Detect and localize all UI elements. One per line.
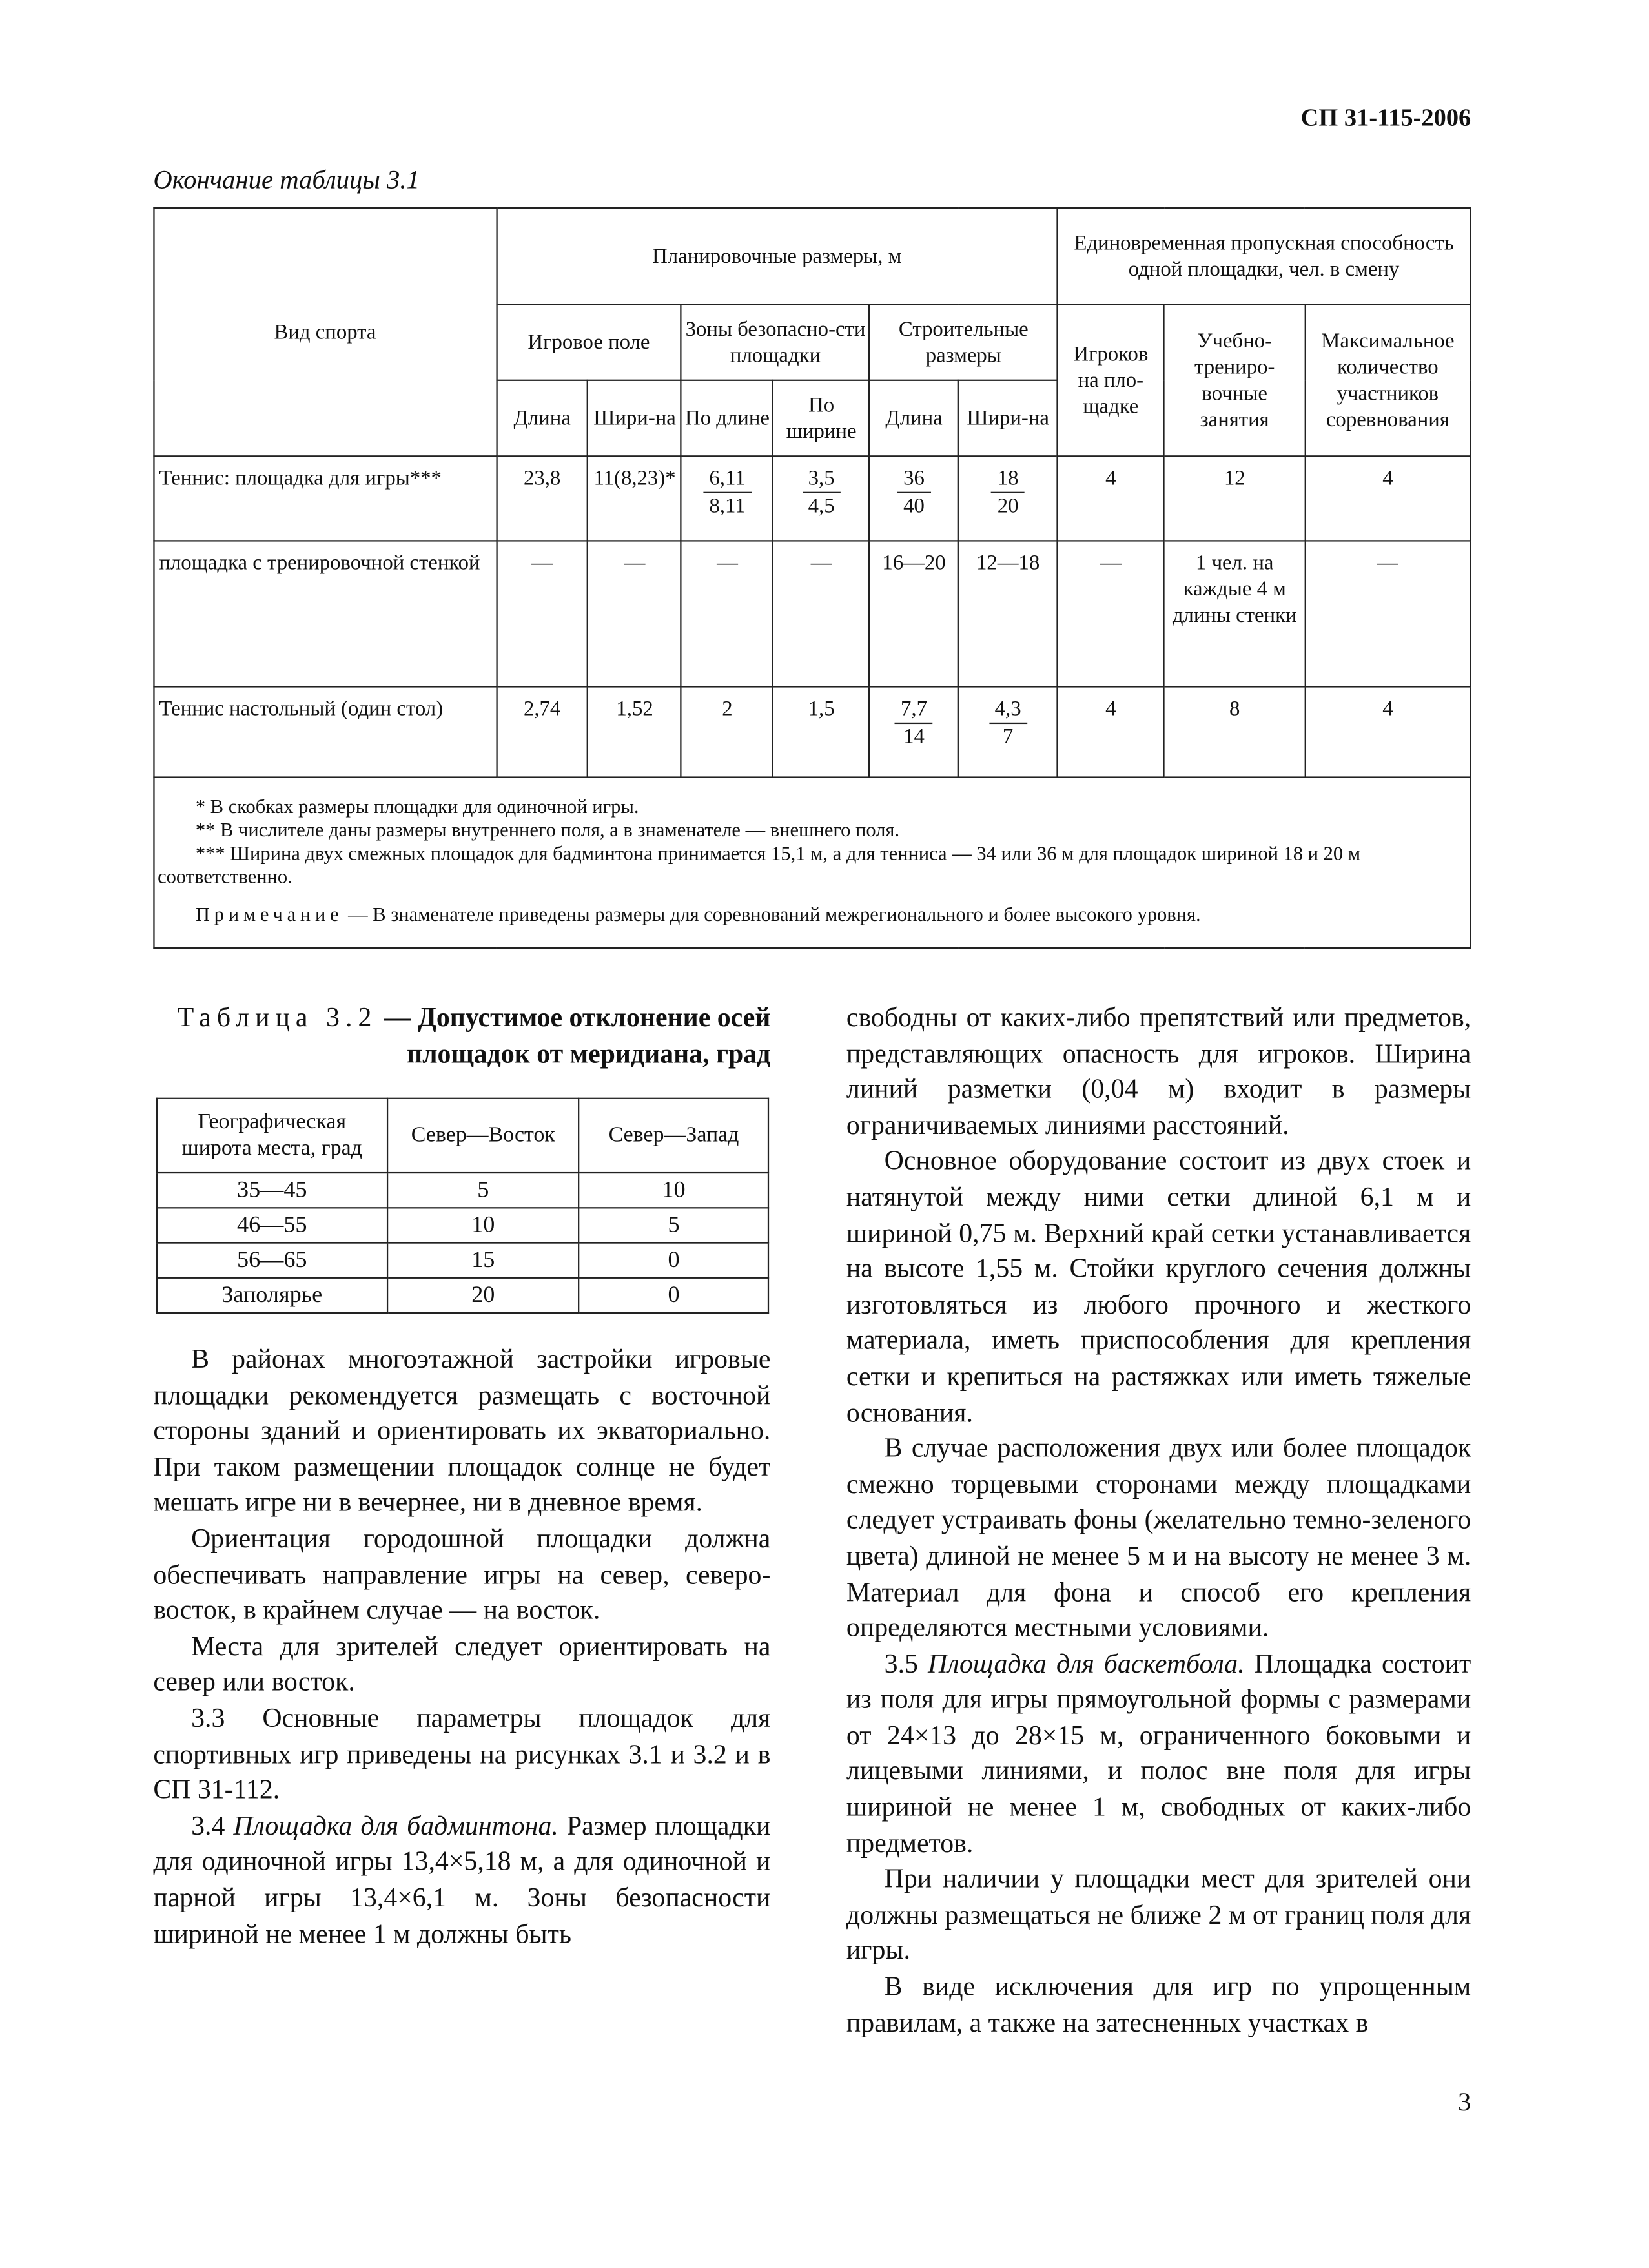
- fraction: $\frac{4,3}{7}$: [989, 696, 1027, 750]
- right-column-text: [846, 1001, 1471, 2042]
- fraction: $\frac{18}{20}$: [992, 466, 1025, 520]
- table-3-2: [156, 1098, 769, 1314]
- paragraph-3-4: 3.4 Площадка для бадминтона. Размер площадки для одиночной игры 13,4×5,18 м, а для одиночной и парной игры 13,4×6,1 м. Зоны безопасности шириной не менее 1 м должны быть: [153, 1812, 771, 1950]
- paragraph: свободны от каких-либо препятствий или предметов, представляющих опасность для игроков. Ширина линий разметки (0,04 м) входит в размеры ограничиваемых линиями расстояний.: [846, 1004, 1471, 1141]
- paragraph: Ориентация городошной площадки должна обеспечивать направление игры на север, северо-восток, в крайнем случае — на восток.: [153, 1525, 771, 1627]
- header-safety: Зоны безопасно-сти площадки: [681, 304, 869, 380]
- header-north-east: Север—Восток: [387, 1098, 579, 1173]
- header-latitude: Географическая широта места, град: [157, 1098, 387, 1173]
- footnote: ** В числителе даны размеры внутреннего поля, а в знаменателе — внешнего поля.: [195, 818, 900, 841]
- right-column: [846, 1001, 1471, 2042]
- header-training: Учебно-трениро-вочные занятия: [1164, 304, 1306, 456]
- footnote: *** Ширина двух смежных площадок для бадминтона принимается 15,1 м, а для тенниса — 34 или 36 м для площадок шириной 18 и 20 м соответственно.: [158, 842, 1361, 888]
- paragraph: В виде исключения для игр по упрощенным правилам, а также на затесненных участках в: [846, 1973, 1471, 2039]
- table-row: 56—65 15 0: [157, 1243, 768, 1278]
- left-column-text: [153, 1343, 770, 1953]
- header-north-west: Север—Запад: [579, 1098, 768, 1173]
- document-code: СП 31-115-2006: [1300, 103, 1471, 132]
- left-column: [153, 1001, 770, 2042]
- table-3-1: [153, 207, 1471, 949]
- table-3-2-caption: Таблица 3.2 — Допустимое отклонение осей площадок от меридиана, град: [177, 1004, 771, 1070]
- table-row: Теннис: площадка для игры*** 23,8 11(8,23)* $\frac{6,11}{8,11}$ $\frac{3,5}{4,5}$ $\frac{36}{40}$ $\frac{18}{20}$ 4 12 4: [154, 456, 1470, 541]
- table-row: Теннис настольный (один стол) 2,74 1,52 2 1,5 $\frac{7,7}{14}$ $\frac{4,3}{7}$ 4 8 4: [154, 686, 1470, 777]
- header-width: Шири-на: [588, 380, 682, 457]
- table-row: площадка с тренировочной стенкой — — — — 16—20 12—18 — 1 чел. на каждые 4 м длины стенки —: [154, 541, 1470, 686]
- table-footnotes: [154, 778, 1470, 948]
- paragraph-3-5: 3.5 Площадка для баскетбола. Площадка состоит из поля для игры прямоугольной формы с размерами от 24×13 до 28×15 м, ограниченного боковыми и лицевыми линиями, и полос вне поля для игры шириной не менее 1 м, свободных от каких-либо предметов.: [846, 1650, 1471, 1859]
- two-column-body: [153, 1001, 1471, 2042]
- table-continuation-label: Окончание таблицы 3.1: [153, 165, 420, 194]
- paragraph: В районах многоэтажной застройки игровые площадки рекомендуется размещать с восточной стороны зданий и ориентировать их экваториально. При таком размещении площадок солнце не будет мешать игре ни в вечернее, ни в дневное время.: [153, 1345, 771, 1519]
- paragraph: При наличии у площадки мест для зрителей они должны размещаться не ближе 2 м от границ поля для игры.: [846, 1866, 1471, 1967]
- fraction: $\frac{36}{40}$: [897, 466, 930, 520]
- header-max: Максимальное количество участников соревнования: [1306, 304, 1470, 456]
- table-remark: Примечание — В знаменателе приведены размеры для соревнований межрегионального и более высокого уровня.: [195, 903, 1201, 925]
- paragraph: В случае расположения двух или более площадок смежно торцевыми сторонами между площадками следует устраивать фоны (желательно темно-зеленого цвета) длиной не менее 5 м и на высоту не менее 3 м. Материал для фона и способ его крепления определяются местными условиями.: [846, 1435, 1471, 1644]
- header-sport: Вид спорта: [154, 208, 496, 456]
- table-row: Заполярье 20 0: [157, 1278, 768, 1313]
- fraction: $\frac{7,7}{14}$: [895, 696, 933, 750]
- table-row: 35—45 5 10: [157, 1173, 768, 1208]
- fraction: $\frac{3,5}{4,5}$: [803, 466, 841, 520]
- paragraph: Места для зрителей следует ориентировать на север или восток.: [153, 1633, 771, 1698]
- fraction: $\frac{6,11}{8,11}$: [703, 466, 751, 520]
- paragraph: 3.3 Основные параметры площадок для спортивных игр приведены на рисунках 3.1 и 3.2 и в СП 31-112.: [153, 1704, 771, 1806]
- header-by-length: По длине: [681, 380, 773, 457]
- header-build: Строительные размеры: [870, 304, 1058, 380]
- header-plan: Планировочные размеры, м: [497, 208, 1058, 304]
- header-length: Длина: [497, 380, 588, 457]
- table-row: 46—55 10 5: [157, 1208, 768, 1242]
- paragraph: Основное оборудование состоит из двух стоек и натянутой между ними сетки длиной 6,1 м и шириной 0,75 м. Верхний край сетки устанавливается на высоте 1,55 м. Стойки круглого сечения должны изготовляться из любого прочного и жесткого материала, иметь приспособления для крепления сетки и крепиться на растяжках или иметь тяжелые основания.: [846, 1148, 1471, 1428]
- header-build-length: Длина: [870, 380, 959, 457]
- page-number: 3: [1457, 2087, 1471, 2117]
- header-by-width: По ширине: [773, 380, 870, 457]
- header-capacity: Единовременная пропускная способность одной площадки, чел. в смену: [1058, 208, 1470, 304]
- header-players: Игроков на пло-щадке: [1058, 304, 1164, 456]
- footnote: * В скобках размеры площадки для одиночной игры.: [195, 795, 639, 818]
- header-build-width: Шири-на: [958, 380, 1058, 457]
- header-field: Игровое поле: [497, 304, 682, 380]
